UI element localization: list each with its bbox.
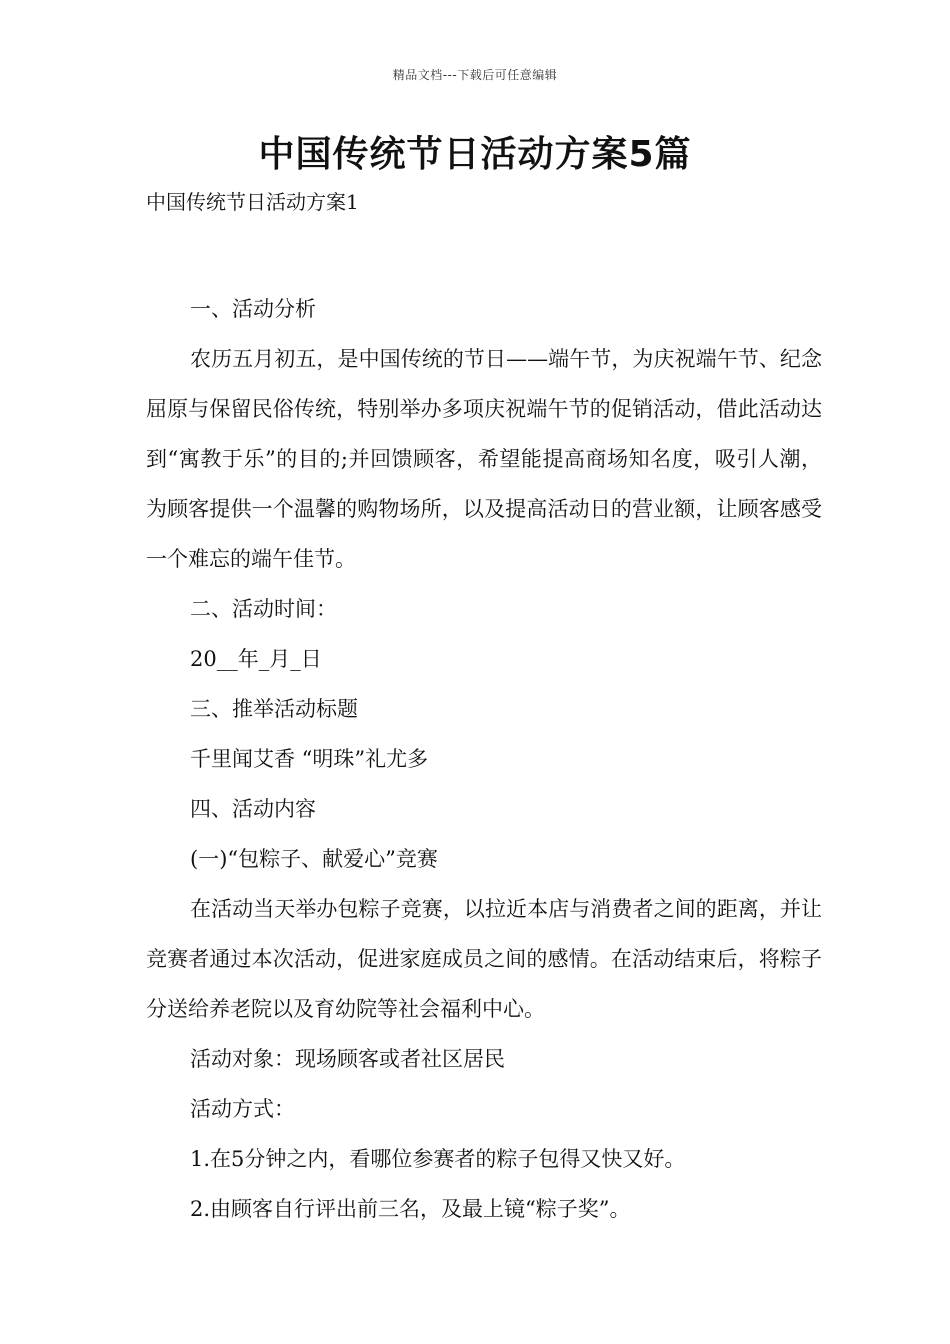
list-item-1: 1.在5分钟之内，看哪位参赛者的粽子包得又快又好。: [190, 1147, 686, 1171]
section-heading-time: 二、活动时间：: [190, 597, 337, 621]
document-body: [146, 284, 822, 1234]
document-title: 中国传统节日活动方案5篇: [258, 134, 692, 175]
subsection-heading-contest: (一)“包粽子、献爱心”竞赛: [190, 847, 438, 871]
paragraph-target: 活动对象：现场顾客或者社区居民: [190, 1047, 505, 1071]
paragraph-method: 活动方式：: [190, 1097, 295, 1121]
paragraph-contest: 在活动当天举办包粽子竞赛，以拉近本店与消费者之间的距离，并让竞赛者通过本次活动，促进家庭成员之间的感情。在活动结束后，将粽子分送给养老院以及育幼院等社会福利中心。: [146, 897, 822, 1021]
section-heading-content: 四、活动内容: [190, 797, 316, 821]
header-note: 精品文档---下载后可任意编辑: [392, 68, 558, 82]
paragraph-analysis: 农历五月初五，是中国传统的节日——端午节，为庆祝端午节、纪念屈原与保留民俗传统，特别举办多项庆祝端午节的促销活动，借此活动达到“寓教于乐”的目的;并回馈顾客，希望能提高商场知名度，吸引人潮，为顾客提供一个温馨的购物场所，以及提高活动日的营业额，让顾客感受一个难忘的端午佳节。: [146, 347, 822, 571]
paragraph-date: 20__年_月_日: [190, 647, 322, 671]
section-heading-analysis: 一、活动分析: [190, 297, 316, 321]
section-heading-slogan: 三、推举活动标题: [190, 697, 358, 721]
document-subtitle: 中国传统节日活动方案1: [146, 190, 359, 214]
list-item-2: 2.由顾客自行评出前三名，及最上镜“粽子奖”。: [190, 1197, 631, 1221]
paragraph-slogan: 千里闻艾香 “明珠”礼尤多: [190, 747, 429, 771]
